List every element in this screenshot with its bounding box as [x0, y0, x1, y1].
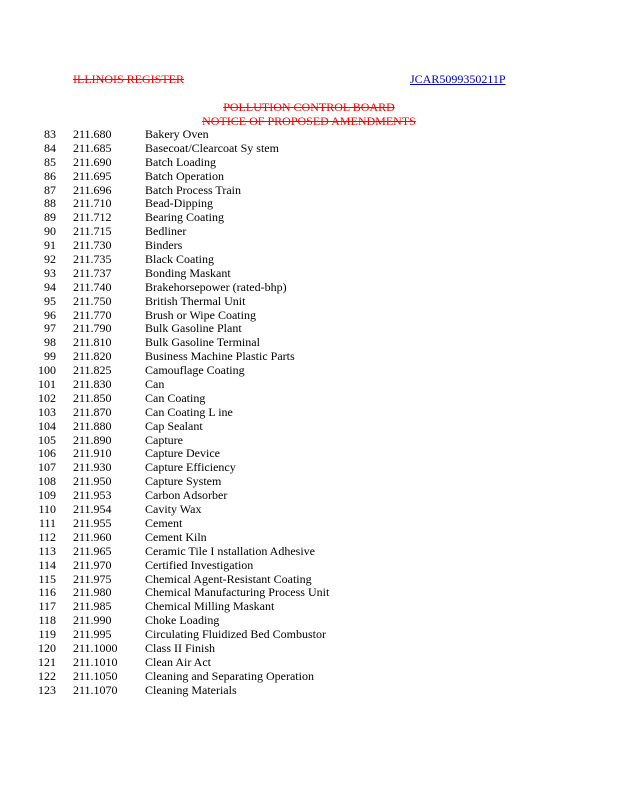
definition-term: Chemical Milling Maskant	[145, 599, 275, 614]
definition-term: Bearing Coating	[145, 210, 224, 225]
list-item	[0, 530, 618, 544]
definition-term: Chemical Manufacturing Process Unit	[145, 585, 330, 600]
section-number: 211.850	[73, 390, 112, 405]
definition-term: Cement	[145, 515, 183, 530]
definition-term: Clean Air Act	[145, 654, 211, 669]
definition-term: Cement Kiln	[145, 529, 207, 544]
definitions-list	[0, 127, 618, 697]
section-number: 211.1000	[73, 640, 118, 655]
line-number: 110	[38, 502, 56, 517]
list-item	[0, 294, 618, 308]
section-number: 211.735	[73, 252, 112, 267]
definition-term: Circulating Fluidized Bed Combustor	[145, 627, 326, 642]
line-number: 106	[38, 446, 56, 461]
definition-term: Can Coating	[145, 390, 206, 405]
definition-term: Brush or Wipe Coating	[145, 307, 256, 322]
definition-term: Binders	[145, 238, 183, 253]
section-number: 211.880	[73, 418, 112, 433]
list-item	[0, 141, 618, 155]
definition-term: Batch Loading	[145, 154, 216, 169]
definition-term: Capture Device	[145, 446, 220, 461]
definition-term: Black Coating	[145, 252, 214, 267]
definition-term: Can Coating L ine	[145, 404, 233, 419]
section-number: 211.715	[73, 224, 112, 239]
line-number: 91	[44, 238, 56, 253]
definition-term: British Thermal Unit	[145, 293, 246, 308]
list-item	[0, 502, 618, 516]
line-number: 113	[38, 543, 56, 558]
line-number: 84	[44, 140, 56, 155]
list-item	[0, 419, 618, 433]
section-number: 211.770	[73, 307, 112, 322]
list-item	[0, 335, 618, 349]
line-number: 123	[38, 682, 56, 697]
list-item	[0, 224, 618, 238]
section-number: 211.712	[73, 210, 112, 225]
line-number: 107	[38, 460, 56, 475]
list-item	[0, 238, 618, 252]
line-number: 94	[44, 279, 56, 294]
section-number: 211.820	[73, 349, 112, 364]
definition-term: Cleaning Materials	[145, 682, 237, 697]
document-id-link[interactable]: JCAR5099350211P	[410, 72, 506, 86]
list-item	[0, 252, 618, 266]
definition-term: Business Machine Plastic Parts	[145, 349, 295, 364]
list-item	[0, 641, 618, 655]
line-number: 99	[44, 349, 56, 364]
section-number: 211.825	[73, 363, 112, 378]
line-number: 102	[38, 390, 56, 405]
line-number: 95	[44, 293, 56, 308]
line-number: 96	[44, 307, 56, 322]
list-item	[0, 210, 618, 224]
section-number: 211.960	[73, 529, 112, 544]
section-number: 211.730	[73, 238, 112, 253]
section-number: 211.950	[73, 474, 112, 489]
section-number: 211.965	[73, 543, 112, 558]
section-number: 211.790	[73, 321, 112, 336]
section-number: 211.985	[73, 599, 112, 614]
definition-term: Cavity Wax	[145, 502, 202, 517]
list-item	[0, 446, 618, 460]
line-number: 108	[38, 474, 56, 489]
list-item	[0, 183, 618, 197]
line-number: 109	[38, 488, 56, 503]
definition-term: Class II Finish	[145, 640, 216, 655]
section-number: 211.1050	[73, 668, 118, 683]
section-number: 211.970	[73, 557, 112, 572]
line-number: 111	[38, 515, 56, 530]
register-title: ILLINOIS REGISTER	[73, 72, 184, 86]
line-number: 97	[44, 321, 56, 336]
section-number: 211.890	[73, 432, 112, 447]
list-item	[0, 669, 618, 683]
section-number: 211.1010	[73, 654, 118, 669]
section-number: 211.953	[73, 488, 112, 503]
list-item	[0, 572, 618, 586]
definition-term: Bedliner	[145, 224, 187, 239]
section-number: 211.685	[73, 140, 112, 155]
section-number: 211.740	[73, 279, 112, 294]
definition-term: Choke Loading	[145, 613, 220, 628]
list-item	[0, 377, 618, 391]
list-item	[0, 266, 618, 280]
section-number: 211.696	[73, 182, 112, 197]
line-number: 117	[38, 599, 56, 614]
section-number: 211.910	[73, 446, 112, 461]
line-number: 114	[38, 557, 56, 572]
list-item	[0, 613, 618, 627]
line-number: 100	[38, 363, 56, 378]
line-number: 115	[38, 571, 56, 586]
definition-term: Cap Sealant	[145, 418, 203, 433]
section-number: 211.955	[73, 515, 112, 530]
line-number: 83	[44, 127, 56, 141]
definition-term: Certified Investigation	[145, 557, 254, 572]
list-item	[0, 363, 618, 377]
section-number: 211.695	[73, 168, 112, 183]
list-item	[0, 127, 618, 141]
definition-term: Bonding Maskant	[145, 265, 231, 280]
definition-term: Bulk Gasoline Plant	[145, 321, 242, 336]
section-number: 211.870	[73, 404, 112, 419]
line-number: 119	[38, 627, 56, 642]
definition-term: Ceramic Tile I nstallation Adhesive	[145, 543, 315, 558]
list-item	[0, 196, 618, 210]
definition-term: Basecoat/Clearcoat Sy stem	[145, 140, 279, 155]
list-item	[0, 405, 618, 419]
section-number: 211.710	[73, 196, 112, 211]
definition-term: Cleaning and Separating Operation	[145, 668, 314, 683]
line-number: 103	[38, 404, 56, 419]
definition-term: Brakehorsepower (rated-bhp)	[145, 279, 287, 294]
section-number: 211.990	[73, 613, 112, 628]
line-number: 88	[44, 196, 56, 211]
line-number: 118	[38, 613, 56, 628]
definition-term: Batch Operation	[145, 168, 224, 183]
section-number: 211.995	[73, 627, 112, 642]
list-item	[0, 599, 618, 613]
section-number: 211.954	[73, 502, 112, 517]
line-number: 87	[44, 182, 56, 197]
line-number: 85	[44, 154, 56, 169]
line-number: 121	[38, 654, 56, 669]
line-number: 86	[44, 168, 56, 183]
section-number: 211.930	[73, 460, 112, 475]
line-number: 89	[44, 210, 56, 225]
list-item	[0, 474, 618, 488]
list-item	[0, 460, 618, 474]
definition-term: Bead-Dipping	[145, 196, 213, 211]
list-item	[0, 155, 618, 169]
list-item	[0, 349, 618, 363]
definition-term: Batch Process Train	[145, 182, 241, 197]
list-item	[0, 488, 618, 502]
line-number: 101	[38, 377, 56, 392]
definition-term: Capture System	[145, 474, 222, 489]
section-number: 211.980	[73, 585, 112, 600]
line-number: 93	[44, 265, 56, 280]
list-item	[0, 544, 618, 558]
line-number: 90	[44, 224, 56, 239]
section-number: 211.690	[73, 154, 112, 169]
notice-title: NOTICE OF PROPOSED AMENDMENTS	[202, 114, 416, 128]
list-item	[0, 558, 618, 572]
definition-term: Camouflage Coating	[145, 363, 245, 378]
list-item	[0, 627, 618, 641]
definition-term: Carbon Adsorber	[145, 488, 228, 503]
definition-term: Bakery Oven	[145, 127, 209, 141]
section-number: 211.750	[73, 293, 112, 308]
line-number: 122	[38, 668, 56, 683]
list-item	[0, 308, 618, 322]
section-number: 211.830	[73, 377, 112, 392]
definition-term: Bulk Gasoline Terminal	[145, 335, 260, 350]
list-item	[0, 585, 618, 599]
definition-term: Chemical Agent-Resistant Coating	[145, 571, 312, 586]
section-number: 211.1070	[73, 682, 118, 697]
line-number: 120	[38, 640, 56, 655]
list-item	[0, 683, 618, 697]
definition-term: Capture	[145, 432, 183, 447]
section-number: 211.680	[73, 127, 112, 141]
list-item	[0, 433, 618, 447]
list-item	[0, 655, 618, 669]
line-number: 98	[44, 335, 56, 350]
list-item	[0, 169, 618, 183]
definition-term: Capture Efficiency	[145, 460, 236, 475]
list-item	[0, 391, 618, 405]
line-number: 104	[38, 418, 56, 433]
list-item	[0, 321, 618, 335]
section-number: 211.810	[73, 335, 112, 350]
line-number: 116	[38, 585, 56, 600]
line-number: 105	[38, 432, 56, 447]
board-title: POLLUTION CONTROL BOARD	[223, 100, 395, 114]
list-item	[0, 516, 618, 530]
definition-term: Can	[145, 377, 165, 392]
line-number: 112	[38, 529, 56, 544]
section-number: 211.975	[73, 571, 112, 586]
section-number: 211.737	[73, 265, 112, 280]
list-item	[0, 280, 618, 294]
line-number: 92	[44, 252, 56, 267]
